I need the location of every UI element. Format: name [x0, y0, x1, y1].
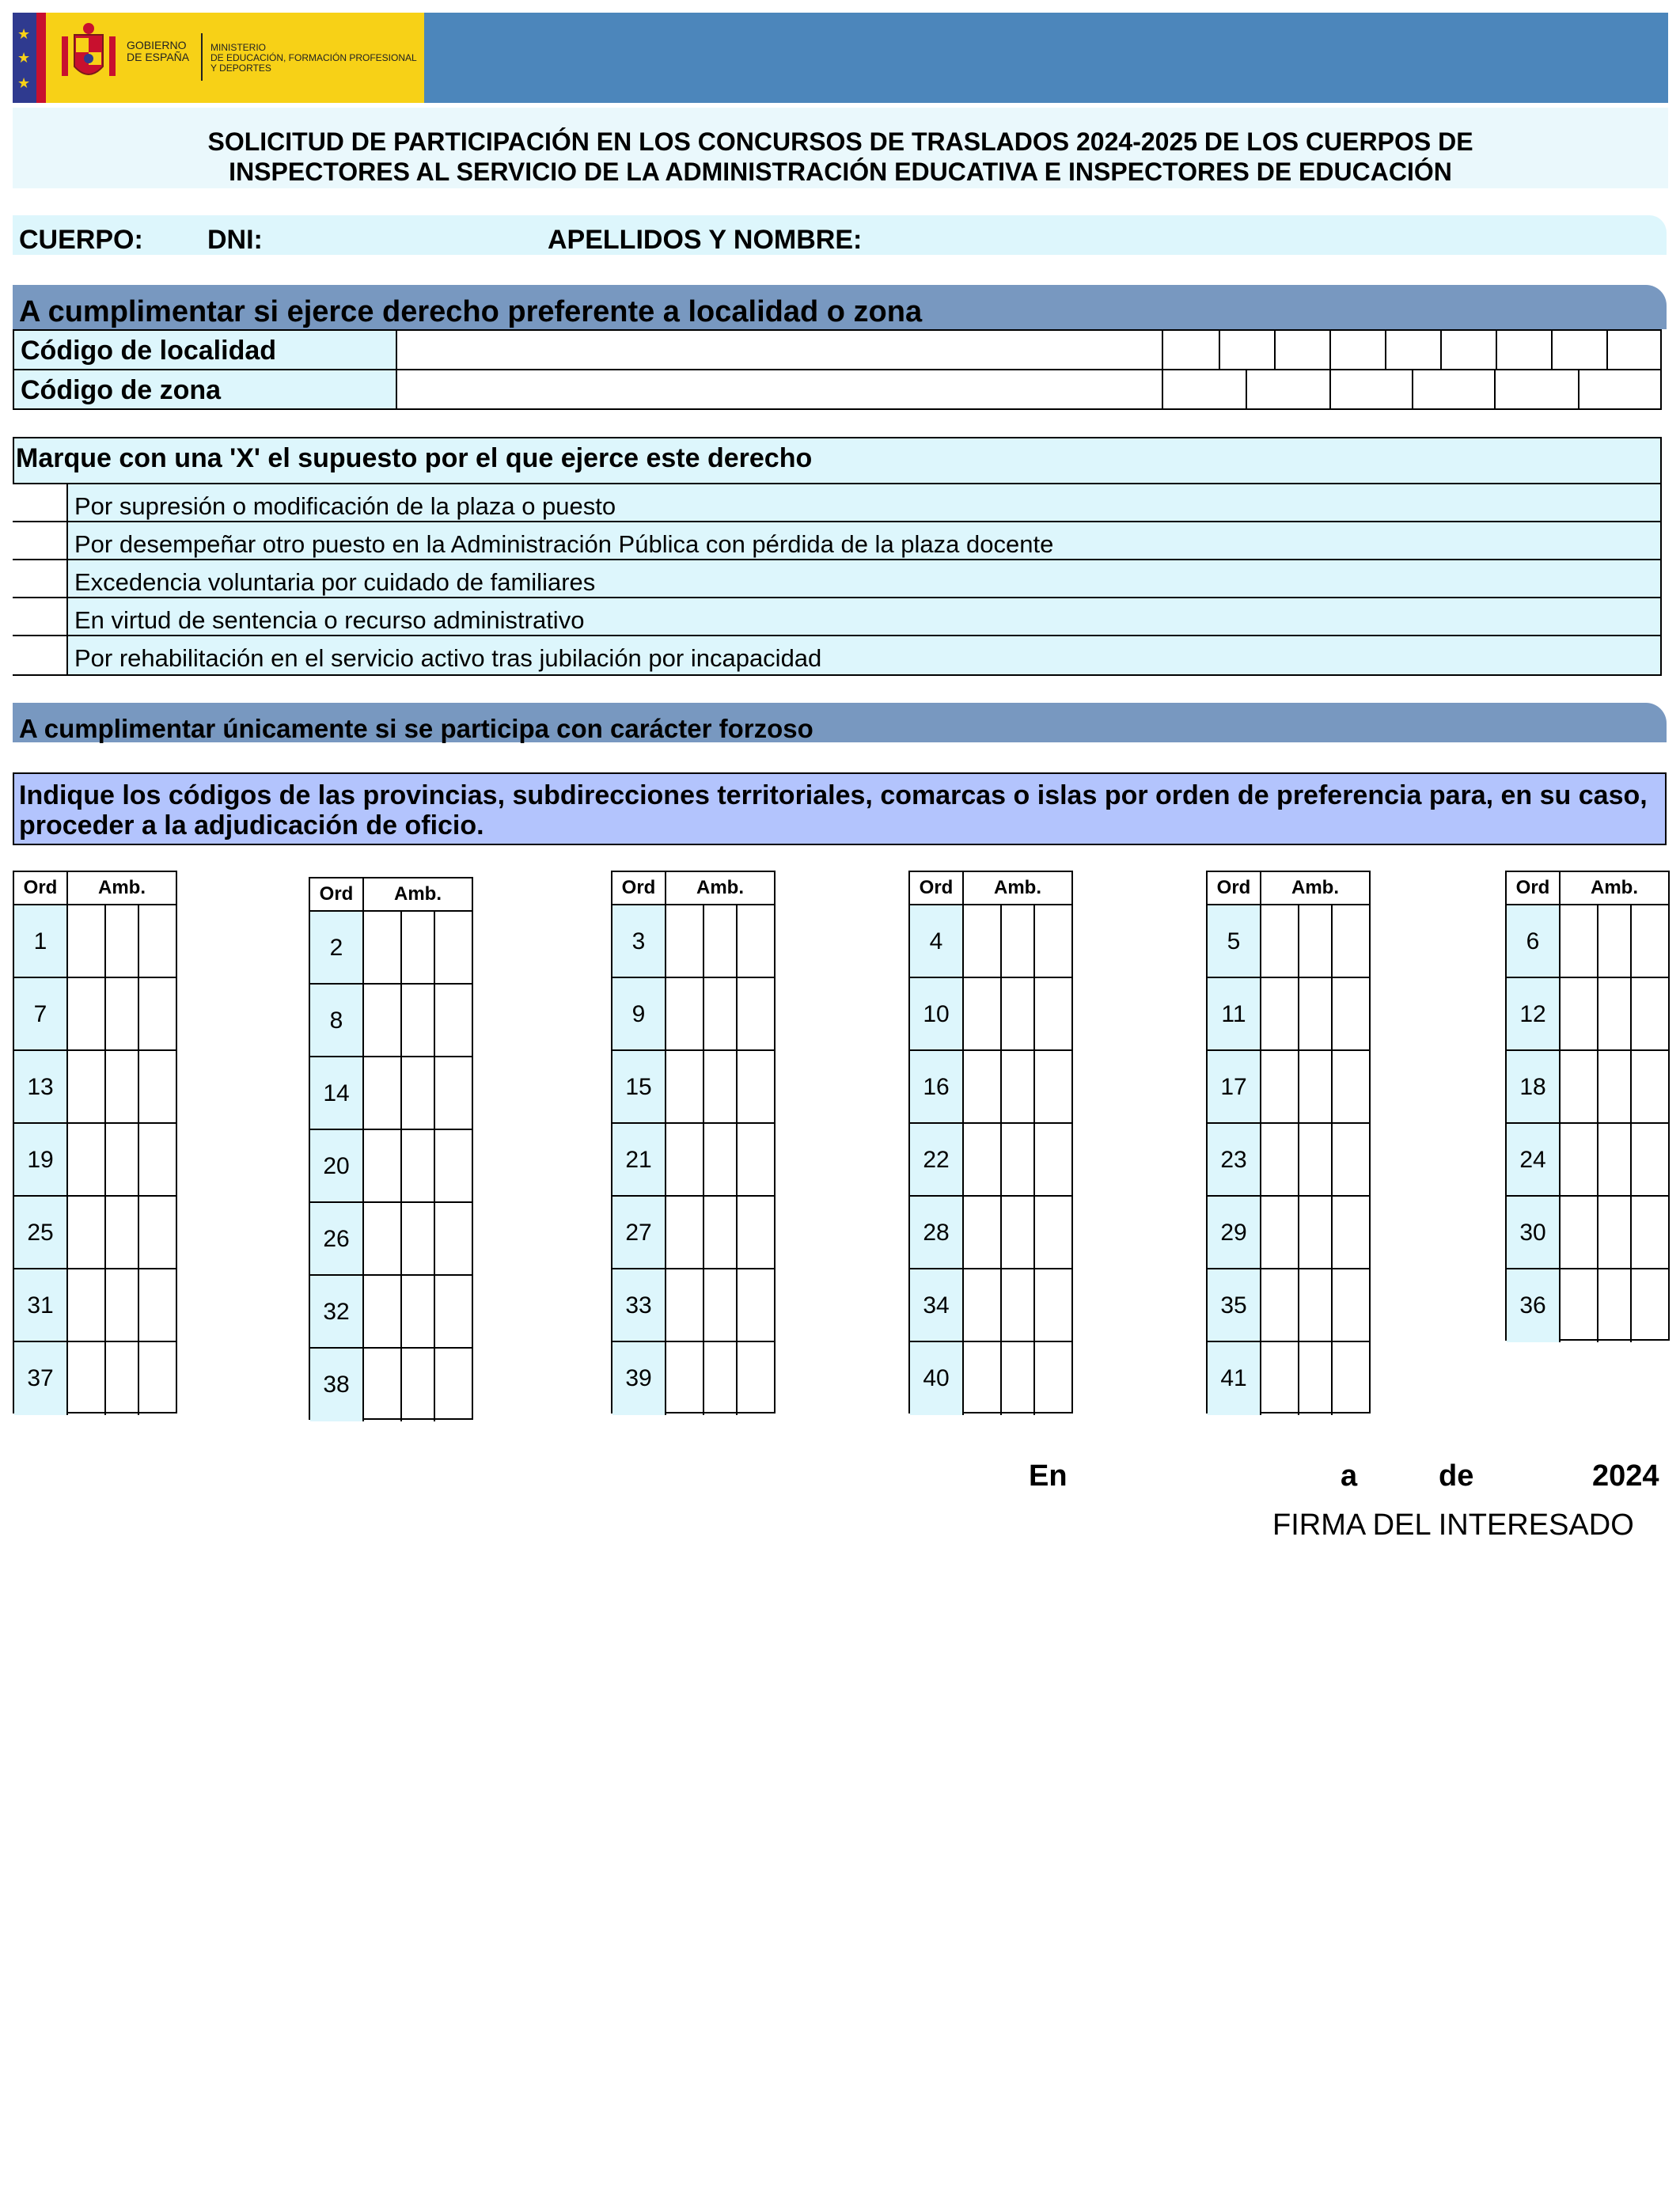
order-number: 8 [310, 985, 362, 1056]
ambito-code-cell[interactable] [400, 1057, 434, 1129]
ambito-code-cell[interactable] [138, 905, 176, 977]
ambito-code-cell[interactable] [104, 978, 138, 1049]
ambito-code-cell[interactable] [962, 1051, 1000, 1122]
table-row [14, 978, 176, 1051]
ambito-code-cell[interactable] [104, 1342, 138, 1415]
order-number: 6 [1507, 905, 1559, 977]
ambito-code-cell[interactable] [138, 1197, 176, 1268]
table-row [1208, 1342, 1369, 1415]
ambito-code-cell[interactable] [736, 1124, 774, 1195]
amb-header: Amb. [962, 872, 1071, 904]
zona-row [13, 369, 1662, 410]
ord-header: Ord [1216, 877, 1251, 898]
ambito-code-cell[interactable] [1559, 1269, 1597, 1342]
order-number: 31 [14, 1269, 66, 1341]
ambito-code-cell[interactable] [400, 912, 434, 983]
ambito-code-cell[interactable] [1000, 1197, 1033, 1268]
table-row [310, 912, 472, 985]
order-number: 9 [612, 978, 665, 1049]
order-number: 32 [310, 1276, 362, 1347]
ambito-code-cell[interactable] [1559, 1051, 1597, 1122]
order-number: 10 [910, 978, 962, 1049]
ambito-code-cell[interactable] [66, 1197, 104, 1268]
ambito-code-cell[interactable] [400, 1349, 434, 1421]
ambito-code-cell[interactable] [434, 985, 472, 1056]
table-row [1208, 1197, 1369, 1269]
localidad-row [13, 329, 1662, 370]
table-row [1208, 1051, 1369, 1124]
ambito-code-cell[interactable] [66, 905, 104, 977]
ambito-code-cell[interactable] [138, 978, 176, 1049]
ambito-code-cell[interactable] [1000, 1124, 1033, 1195]
ambito-code-cell[interactable] [962, 1197, 1000, 1268]
ambito-code-cell[interactable] [434, 1203, 472, 1274]
grid-header [1507, 872, 1668, 905]
preference-grid-3 [611, 871, 776, 1413]
order-number: 23 [1208, 1124, 1260, 1195]
ambito-code-cell[interactable] [434, 1276, 472, 1347]
ambito-code-cell[interactable] [736, 1197, 774, 1268]
localidad-input[interactable] [397, 331, 1174, 369]
order-number: 36 [1507, 1269, 1559, 1342]
table-row [14, 1342, 176, 1415]
ambito-code-cell[interactable] [665, 1051, 703, 1122]
ministerio-text: MINISTERIO DE EDUCACIÓN, FORMACIÓN PROFESIONAL Y DEPORTES [210, 42, 417, 74]
order-number: 37 [14, 1342, 66, 1415]
table-row [910, 905, 1071, 978]
ambito-code-cell[interactable] [1630, 978, 1668, 1049]
table-row [310, 1203, 472, 1276]
order-number: 15 [612, 1051, 665, 1122]
supuesto-checkbox-3[interactable] [13, 559, 68, 597]
order-number: 7 [14, 978, 66, 1049]
ambito-code-cell[interactable] [1033, 1269, 1071, 1341]
ambito-code-cell[interactable] [703, 1051, 736, 1122]
ambito-code-cell[interactable] [138, 1051, 176, 1122]
ambito-code-cell[interactable] [104, 1269, 138, 1341]
ambito-code-cell[interactable] [962, 1124, 1000, 1195]
ambito-code-cell[interactable] [1033, 1197, 1071, 1268]
table-row [310, 1349, 472, 1421]
table-row [612, 1269, 774, 1342]
ambito-code-cell[interactable] [665, 905, 703, 977]
ambito-code-cell[interactable] [1559, 978, 1597, 1049]
ord-header: Ord [919, 877, 954, 898]
header-divider [201, 33, 203, 81]
ambito-code-cell[interactable] [1597, 1124, 1630, 1195]
localidad-digit-2[interactable] [1219, 331, 1274, 369]
section-forzoso-header: A cumplimentar únicamente si se participa con carácter forzoso [13, 703, 1667, 742]
ambito-code-cell[interactable] [1630, 1051, 1668, 1122]
footer-year: 2024 [1592, 1459, 1659, 1493]
ambito-code-cell[interactable] [434, 912, 472, 983]
table-row [612, 905, 774, 978]
apellidos-label: APELLIDOS Y NOMBRE: [548, 225, 863, 255]
ambito-code-cell[interactable] [362, 912, 400, 983]
order-number: 16 [910, 1051, 962, 1122]
ambito-code-cell[interactable] [1331, 1197, 1369, 1268]
ambito-code-cell[interactable] [1298, 1342, 1331, 1415]
ambito-code-cell[interactable] [66, 1342, 104, 1415]
ambito-code-cell[interactable] [1260, 1197, 1298, 1268]
table-row [1208, 905, 1369, 978]
ambito-code-cell[interactable] [1298, 1051, 1331, 1122]
dni-label: DNI: [207, 225, 263, 255]
ambito-code-cell[interactable] [1298, 978, 1331, 1049]
ambito-code-cell[interactable] [1597, 1197, 1630, 1268]
ambito-code-cell[interactable] [736, 905, 774, 977]
table-row [1507, 1051, 1668, 1124]
coat-of-arms-icon [57, 21, 120, 90]
ambito-code-cell[interactable] [1331, 905, 1369, 977]
amb-header: Amb. [1260, 872, 1369, 904]
localidad-digit-5[interactable] [1385, 331, 1440, 369]
ambito-code-cell[interactable] [1559, 1197, 1597, 1268]
ambito-code-cell[interactable] [1000, 1342, 1033, 1415]
preference-grid-2 [309, 877, 473, 1420]
ambito-code-cell[interactable] [1260, 1051, 1298, 1122]
ambito-code-cell[interactable] [1559, 1124, 1597, 1195]
order-number: 20 [310, 1130, 362, 1201]
ambito-code-cell[interactable] [736, 1269, 774, 1341]
localidad-digit-6[interactable] [1440, 331, 1496, 369]
instructions-text: Indique los códigos de las provincias, subdirecciones territoriales, comarcas o islas por orden de preferencia para, en su caso, proceder a la adjudicación de oficio. [19, 780, 1648, 840]
localidad-digit-3[interactable] [1274, 331, 1329, 369]
ambito-code-cell[interactable] [1331, 1124, 1369, 1195]
order-number: 17 [1208, 1051, 1260, 1122]
ambito-code-cell[interactable] [1033, 978, 1071, 1049]
supuesto-checkbox-2[interactable] [13, 521, 68, 559]
table-row [310, 985, 472, 1057]
ambito-code-cell[interactable] [104, 905, 138, 977]
preference-grid-1 [13, 871, 177, 1413]
ambito-code-cell[interactable] [1331, 1269, 1369, 1341]
section-preferente-header: A cumplimentar si ejerce derecho preferente a localidad o zona [13, 285, 1667, 329]
ambito-code-cell[interactable] [962, 1342, 1000, 1415]
footer-a: a [1341, 1459, 1358, 1493]
ambito-code-cell[interactable] [1630, 1197, 1668, 1268]
ambito-code-cell[interactable] [138, 1269, 176, 1341]
zona-digit-5[interactable] [1494, 370, 1578, 408]
order-number: 13 [14, 1051, 66, 1122]
order-number: 27 [612, 1197, 665, 1268]
ambito-code-cell[interactable] [1331, 1051, 1369, 1122]
ambito-code-cell[interactable] [1260, 1124, 1298, 1195]
ambito-code-cell[interactable] [962, 978, 1000, 1049]
dni-field[interactable] [269, 218, 538, 252]
ambito-code-cell[interactable] [1630, 905, 1668, 977]
ambito-code-cell[interactable] [138, 1342, 176, 1415]
ambito-code-cell[interactable] [703, 905, 736, 977]
grid-header [1208, 872, 1369, 905]
ord-header: Ord [621, 877, 656, 898]
ambito-code-cell[interactable] [362, 1276, 400, 1347]
table-row [1208, 978, 1369, 1051]
ambito-code-cell[interactable] [1000, 978, 1033, 1049]
ambito-code-cell[interactable] [1000, 1269, 1033, 1341]
supuestos-title: Marque con una 'X' el supuesto por el que ejerce este derecho [16, 443, 813, 473]
ambito-code-cell[interactable] [1331, 1342, 1369, 1415]
supuesto-label-5: Por rehabilitación en el servicio activo tras jubilación por incapacidad [74, 644, 822, 672]
ambito-code-cell[interactable] [138, 1124, 176, 1195]
order-number: 28 [910, 1197, 962, 1268]
table-row [310, 1276, 472, 1349]
ambito-code-cell[interactable] [1331, 978, 1369, 1049]
order-number: 24 [1507, 1124, 1559, 1195]
ambito-code-cell[interactable] [665, 1342, 703, 1415]
ambito-code-cell[interactable] [434, 1057, 472, 1129]
grid-header [14, 872, 176, 905]
amb-header: Amb. [362, 878, 472, 910]
amb-header: Amb. [665, 872, 774, 904]
ambito-code-cell[interactable] [736, 1051, 774, 1122]
order-number: 11 [1208, 978, 1260, 1049]
ambito-code-cell[interactable] [665, 1124, 703, 1195]
ambito-code-cell[interactable] [1630, 1124, 1668, 1195]
order-number: 40 [910, 1342, 962, 1415]
table-row [14, 1124, 176, 1197]
order-number: 19 [14, 1124, 66, 1195]
preference-grid-5 [1206, 871, 1371, 1413]
ambito-code-cell[interactable] [1000, 1051, 1033, 1122]
localidad-digit-7[interactable] [1496, 331, 1551, 369]
order-number: 38 [310, 1349, 362, 1421]
order-number: 39 [612, 1342, 665, 1415]
order-number: 41 [1208, 1342, 1260, 1415]
ambito-code-cell[interactable] [703, 1197, 736, 1268]
table-row [14, 1197, 176, 1269]
table-row [612, 1051, 774, 1124]
ambito-code-cell[interactable] [400, 1130, 434, 1201]
ambito-code-cell[interactable] [665, 978, 703, 1049]
order-number: 21 [612, 1124, 665, 1195]
supuesto-checkbox-1[interactable] [13, 483, 68, 521]
ambito-code-cell[interactable] [1000, 905, 1033, 977]
signature-area[interactable] [1187, 1551, 1662, 1709]
table-row [910, 1342, 1071, 1415]
ambito-code-cell[interactable] [400, 1203, 434, 1274]
table-row [1507, 1269, 1668, 1342]
ambito-code-cell[interactable] [1559, 905, 1597, 977]
table-row [910, 1269, 1071, 1342]
ambito-code-cell[interactable] [362, 1057, 400, 1129]
gobierno-text: GOBIERNO DE ESPAÑA [127, 39, 190, 63]
apellidos-field[interactable] [894, 218, 1654, 252]
zona-label: Código de zona [14, 370, 397, 408]
table-row [910, 1197, 1071, 1269]
preference-grid-4 [908, 871, 1073, 1413]
preference-grid-6 [1505, 871, 1670, 1341]
ambito-code-cell[interactable] [1597, 905, 1630, 977]
supuesto-label-1: Por supresión o modificación de la plaza o puesto [74, 492, 616, 520]
localidad-digit-8[interactable] [1551, 331, 1606, 369]
order-number: 26 [310, 1203, 362, 1274]
ambito-code-cell[interactable] [104, 1197, 138, 1268]
cuerpo-field[interactable] [158, 218, 190, 252]
amb-header: Amb. [1559, 872, 1668, 904]
supuesto-checkbox-5[interactable] [13, 635, 68, 674]
ambito-code-cell[interactable] [66, 1269, 104, 1341]
amb-header: Amb. [66, 872, 176, 904]
ambito-code-cell[interactable] [703, 1269, 736, 1341]
table-row [612, 978, 774, 1051]
order-number: 12 [1507, 978, 1559, 1049]
zona-input[interactable] [397, 370, 1162, 408]
table-row [1507, 1197, 1668, 1269]
table-row [910, 1051, 1071, 1124]
order-number: 34 [910, 1269, 962, 1341]
footer-place-field[interactable] [1076, 1455, 1329, 1493]
order-number: 22 [910, 1124, 962, 1195]
table-row [1507, 1124, 1668, 1197]
zona-digit-1[interactable] [1162, 370, 1246, 408]
order-number: 3 [612, 905, 665, 977]
order-number: 29 [1208, 1197, 1260, 1268]
ambito-code-cell[interactable] [1260, 978, 1298, 1049]
order-number: 18 [1507, 1051, 1559, 1122]
zona-digit-6[interactable] [1578, 370, 1662, 408]
ambito-code-cell[interactable] [1033, 1342, 1071, 1415]
table-row [14, 1269, 176, 1342]
order-number: 30 [1507, 1197, 1559, 1268]
supuesto-label-3: Excedencia voluntaria por cuidado de familiares [74, 568, 596, 596]
table-row [1208, 1269, 1369, 1342]
ambito-code-cell[interactable] [736, 1342, 774, 1415]
ambito-code-cell[interactable] [362, 1130, 400, 1201]
table-row [14, 1051, 176, 1124]
table-row [1507, 905, 1668, 978]
zona-digit-3[interactable] [1329, 370, 1412, 408]
ambito-code-cell[interactable] [104, 1124, 138, 1195]
table-row [1208, 1124, 1369, 1197]
table-row [612, 1124, 774, 1197]
ambito-code-cell[interactable] [1630, 1269, 1668, 1342]
order-number: 25 [14, 1197, 66, 1268]
ambito-code-cell[interactable] [66, 1124, 104, 1195]
grid-header [612, 872, 774, 905]
table-row [310, 1057, 472, 1130]
ambito-code-cell[interactable] [400, 985, 434, 1056]
grid-header [310, 878, 472, 912]
ambito-code-cell[interactable] [665, 1197, 703, 1268]
footer-de: de [1439, 1459, 1474, 1493]
ord-header: Ord [1515, 877, 1550, 898]
order-number: 2 [310, 912, 362, 983]
table-row [612, 1342, 774, 1415]
ambito-code-cell[interactable] [703, 1342, 736, 1415]
ambito-code-cell[interactable] [1260, 905, 1298, 977]
ambito-code-cell[interactable] [1260, 1269, 1298, 1341]
table-row [910, 978, 1071, 1051]
order-number: 4 [910, 905, 962, 977]
ambito-code-cell[interactable] [1298, 1197, 1331, 1268]
zona-digit-2[interactable] [1246, 370, 1329, 408]
ambito-code-cell[interactable] [1597, 1051, 1630, 1122]
ambito-code-cell[interactable] [1260, 1342, 1298, 1415]
supuesto-checkbox-4[interactable] [13, 597, 68, 635]
localidad-label: Código de localidad [14, 331, 397, 369]
ambito-code-cell[interactable] [434, 1130, 472, 1201]
cuerpo-label: CUERPO: [19, 225, 143, 255]
ord-header: Ord [23, 877, 58, 898]
order-number: 33 [612, 1269, 665, 1341]
table-row [310, 1130, 472, 1203]
ambito-code-cell[interactable] [104, 1051, 138, 1122]
ambito-code-cell[interactable] [1033, 905, 1071, 977]
ambito-code-cell[interactable] [1597, 978, 1630, 1049]
ambito-code-cell[interactable] [1597, 1269, 1630, 1342]
table-row [1507, 978, 1668, 1051]
ambito-code-cell[interactable] [1298, 1269, 1331, 1341]
ambito-code-cell[interactable] [434, 1349, 472, 1421]
eu-flag-icon: ★ ★ ★ [13, 13, 46, 103]
ambito-code-cell[interactable] [962, 1269, 1000, 1341]
ambito-code-cell[interactable] [1298, 905, 1331, 977]
ord-header: Ord [319, 883, 354, 905]
ambito-code-cell[interactable] [1298, 1124, 1331, 1195]
ambito-code-cell[interactable] [962, 905, 1000, 977]
form-title: SOLICITUD DE PARTICIPACIÓN EN LOS CONCURSOS DE TRASLADOS 2024-2025 DE LOS CUERPOS DE INSPECTORES AL SERVICIO DE LA ADMINISTRACIÓN EDUCATIVA E INSPECTORES DE EDUCACIÓN [207, 127, 1473, 186]
grid-header [910, 872, 1071, 905]
ambito-code-cell[interactable] [362, 1349, 400, 1421]
order-number: 14 [310, 1057, 362, 1129]
localidad-digit-4[interactable] [1329, 331, 1385, 369]
ambito-code-cell[interactable] [1033, 1124, 1071, 1195]
table-row [612, 1197, 774, 1269]
order-number: 35 [1208, 1269, 1260, 1341]
ambito-code-cell[interactable] [665, 1269, 703, 1341]
ambito-code-cell[interactable] [703, 978, 736, 1049]
ambito-code-cell[interactable] [400, 1276, 434, 1347]
table-row [910, 1124, 1071, 1197]
order-number: 5 [1208, 905, 1260, 977]
signature-label: FIRMA DEL INTERESADO [1272, 1508, 1634, 1542]
supuesto-label-4: En virtud de sentencia o recurso administrativo [74, 606, 585, 634]
ambito-code-cell[interactable] [66, 978, 104, 1049]
supuesto-label-2: Por desempeñar otro puesto en la Administración Pública con pérdida de la plaza docente [74, 530, 1054, 558]
ambito-code-cell[interactable] [362, 1203, 400, 1274]
localidad-digit-9[interactable] [1606, 331, 1662, 369]
ambito-code-cell[interactable] [1033, 1051, 1071, 1122]
ambito-code-cell[interactable] [736, 978, 774, 1049]
localidad-digit-1[interactable] [1162, 331, 1219, 369]
ambito-code-cell[interactable] [66, 1051, 104, 1122]
zona-digit-4[interactable] [1412, 370, 1494, 408]
ambito-code-cell[interactable] [703, 1124, 736, 1195]
order-number: 1 [14, 905, 66, 977]
footer-en: En [1029, 1459, 1068, 1493]
ambito-code-cell[interactable] [362, 985, 400, 1056]
table-row [14, 905, 176, 978]
